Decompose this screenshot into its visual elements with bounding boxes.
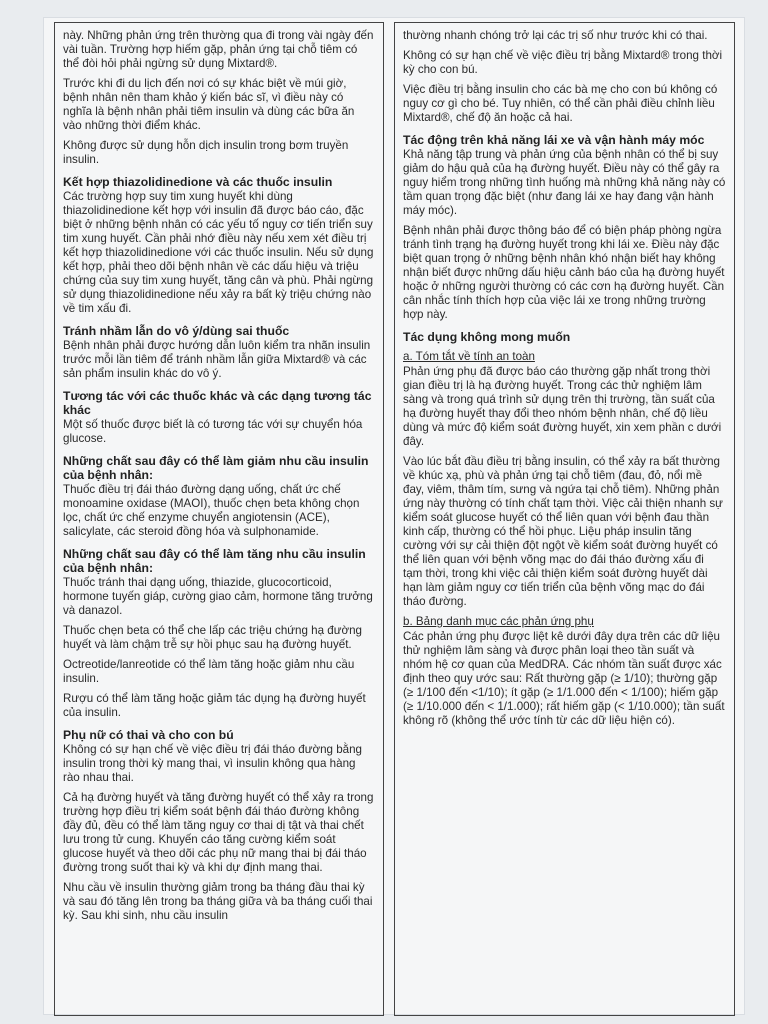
paragraph: Bệnh nhân phải được hướng dẫn luôn kiểm tra nhãn insulin trước mỗi lần tiêm để tránh nhầm lẫn giữa Mixtard® và các sản phẩm insulin khác do vô ý.	[63, 339, 371, 380]
section-heading-decrease-insulin: Những chất sau đây có thể làm giảm nhu cầu insulin của bệnh nhân:	[63, 454, 369, 482]
paragraph: Rượu có thể làm tăng hoặc giảm tác dụng hạ đường huyết của insulin.	[63, 692, 366, 719]
section-heading-adverse-effects: Tác dụng không mong muốn	[403, 330, 571, 344]
paragraph: Octreotide/lanreotide có thể làm tăng hoặc giảm nhu cầu insulin.	[63, 658, 355, 685]
paragraph: Khả năng tập trung và phản ứng của bệnh nhân có thể bị suy giảm do hậu quả của hạ đường huyết. Điều này có thể gây ra nguy hiểm trong những tình huống mà những khả năng này có tầm quan trọng đặc biệt (như đang lái xe hay đang vận hành máy móc).	[403, 148, 726, 217]
paragraph: Một số thuốc được biết là có tương tác với sự chuyển hóa glucose.	[63, 418, 363, 445]
paragraph: Không được sử dụng hỗn dịch insulin trong bơm truyền insulin.	[63, 139, 349, 166]
subheading-safety-summary: a. Tóm tắt về tính an toàn	[403, 350, 535, 363]
paragraph: Thuốc chẹn beta có thể che lấp các triệu chứng hạ đường huyết và làm chậm trễ sự hồi phục sau hạ đường huyết.	[63, 624, 362, 651]
paragraph: Thuốc điều trị đái tháo đường dạng uống, chất ức chế monoamine oxidase (MAOI), thuốc chẹn beta không chọn lọc, chất ức chế enzyme chuyển angiotensin (ACE), salicylate, các steroid đồng hóa và sulphonamide.	[63, 483, 360, 538]
section-heading-driving: Tác động trên khả năng lái xe và vận hành máy móc	[403, 133, 705, 147]
paragraph: Thuốc tránh thai dạng uống, thiazide, glucocorticoid, hormone tuyến giáp, cường giao cảm, hormone tăng trưởng và danazol.	[63, 576, 373, 617]
paragraph: Không có sự hạn chế về việc điều trị bằng Mixtard® trong thời kỳ cho con bú.	[403, 49, 723, 76]
paragraph: Trước khi đi du lịch đến nơi có sự khác biệt về múi giờ, bệnh nhân nên tham khảo ý kiến bác sĩ, vì điều này có nghĩa là bệnh nhân phải tiêm insulin và dùng các bữa ăn vào những thời điểm khác.	[63, 77, 355, 132]
subheading-adverse-reactions-list: b. Bảng danh mục các phản ứng phụ	[403, 615, 594, 628]
paragraph: Việc điều trị bằng insulin cho các bà mẹ cho con bú không có nguy cơ gì cho bé. Tuy nhiên, có thể cần phải điều chỉnh liều Mixtard®, chế độ ăn hoặc cả hai.	[403, 83, 718, 124]
paragraph: này. Những phản ứng trên thường qua đi trong vài ngày đến vài tuần. Trường hợp hiếm gặp, phản ứng tại chỗ tiêm có thể đòi hỏi phải ngừng sử dụng Mixtard®.	[63, 29, 374, 70]
section-heading-thiazolidinedione: Kết hợp thiazolidinedione và các thuốc insulin	[63, 175, 333, 189]
right-column	[394, 22, 735, 1016]
paragraph: Cả hạ đường huyết và tăng đường huyết có thể xảy ra trong trường hợp điều trị kiểm soát bệnh đái tháo đường không đầy đủ, đều có thể làm tăng nguy cơ thai dị tật và thai chết lưu trong tử cung. Khuyến cáo tăng cường kiểm soát glucose huyết và theo dõi các phụ nữ mang thai bị đái tháo đường trong suốt thai kỳ và khi dự định mang thai.	[63, 791, 374, 874]
paragraph: Các trường hợp suy tim xung huyết khi dùng thiazolidinedione kết hợp với insulin đã được báo cáo, đặc biệt ở những bệnh nhân có các yếu tố nguy cơ tiến triển suy tim xung huyết. Cần phải nhớ điều này nếu xem xét điều trị kết hợp thiazolidinedione với các thuốc insulin. Nếu sử dụng kết hợp, phải theo dõi bệnh nhân về các dấu hiệu và triệu chứng của suy tim xung huyết, tăng cân và phù. Phải ngừng sử dụng thiazolidinedione nếu xảy ra bất kỳ triệu chứng nào về tim xấu đi.	[63, 190, 374, 315]
paragraph: Các phản ứng phụ được liệt kê dưới đây dựa trên các dữ liệu thử nghiệm lâm sàng và được phân loại theo tần suất và nhóm hệ cơ quan của MedDRA. Các nhóm tần suất được xác định theo quy ước sau: Rất thường gặp (≥ 1/10); thường gặp (≥ 1/100 đến <1/10); ít gặp (≥ 1/1.000 đến < 1/100); hiếm gặp (≥ 1/10.000 đến < 1/1.000); rất hiếm gặp (< 1/10.000); tần suất không rõ (không thể ước tính từ các dữ liệu hiện có).	[403, 630, 725, 727]
paragraph: Không có sự hạn chế về việc điều trị đái tháo đường bằng insulin trong thời kỳ mang thai, vì insulin không qua hàng rào nhau thai.	[63, 743, 362, 784]
paragraph: Nhu cầu về insulin thường giảm trong ba tháng đầu thai kỳ và sau đó tăng lên trong ba tháng giữa và ba tháng cuối thai kỳ. Sau khi sinh, nhu cầu insulin	[63, 881, 373, 922]
paragraph: Vào lúc bắt đầu điều trị bằng insulin, có thể xảy ra bất thường về khúc xạ, phù và phản ứng tại chỗ tiêm (đau, đỏ, nổi mề đay, viêm, thâm tím, sưng và ngứa tại chỗ tiêm). Những phản ứng này thường có tính chất tạm thời. Việc cải thiện nhanh sự kiểm soát glucose huyết có thể liên quan với bệnh đau thần kinh cấp, thường có thể hồi phục. Liệu pháp insulin tăng cường với sự cải thiện đột ngột về kiểm soát đường huyết có thể liên quan với bệnh võng mạc do đái tháo đường xấu đi tạm thời, trong khi việc cải thiện kiểm soát đường huyết dài hạn làm giảm nguy cơ tiến triển của bệnh võng mạc do đái tháo đường.	[403, 455, 723, 608]
leaflet-page	[44, 18, 744, 1014]
paragraph: thường nhanh chóng trở lại các trị số như trước khi có thai.	[403, 29, 708, 42]
section-heading-pregnancy: Phụ nữ có thai và cho con bú	[63, 728, 234, 742]
paragraph: Phản ứng phụ đã được báo cáo thường gặp nhất trong thời gian điều trị là hạ đường huyết. Trong các thử nghiệm lâm sàng và trong quá trình sử dụng trên thị trường, tần suất của hạ đường huyết thay đổi theo nhóm bệnh nhân, chế độ liều dùng và mức độ kiểm soát đường huyết, xin xem phần c dưới đây.	[403, 365, 722, 448]
section-heading-increase-insulin: Những chất sau đây có thể làm tăng nhu cầu insulin của bệnh nhân:	[63, 547, 366, 575]
paragraph: Bệnh nhân phải được thông báo để có biện pháp phòng ngừa tránh tình trạng hạ đường huyết trong khi lái xe. Điều này đặc biệt quan trọng ở những bệnh nhân khó nhận biết hay không nhận biết được những dấu hiệu cảnh báo của hạ đường huyết hoặc ở những người thường có các cơn hạ đường huyết. Cần cân nhắc tính thích hợp của việc lái xe trong những trường hợp này.	[403, 224, 725, 321]
section-heading-medication-error: Tránh nhầm lẫn do vô ý/dùng sai thuốc	[63, 324, 290, 338]
section-heading-interactions: Tương tác với các thuốc khác và các dạng tương tác khác	[63, 389, 372, 417]
left-column	[54, 22, 384, 1016]
